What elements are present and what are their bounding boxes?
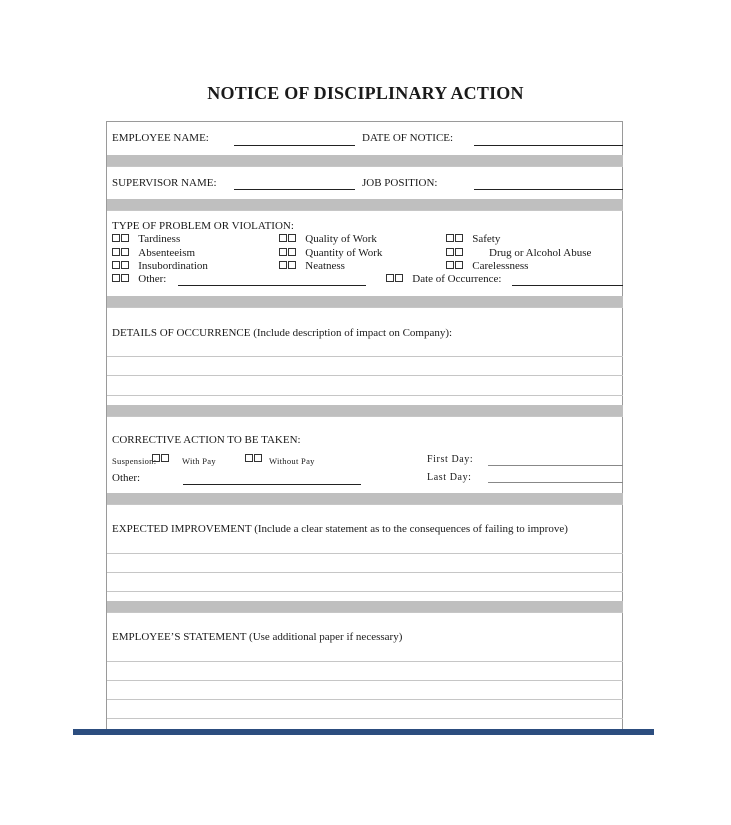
checkbox-icon [112, 248, 120, 256]
section-divider [107, 199, 623, 210]
checkbox-icon [446, 261, 454, 269]
section-divider [107, 493, 623, 504]
checkbox-without-pay[interactable] [245, 453, 263, 465]
section-divider [107, 601, 623, 612]
with-pay-label: With Pay [182, 456, 216, 466]
checkbox-insubordination[interactable] [112, 260, 208, 272]
writing-line[interactable] [107, 699, 623, 700]
checkbox-icon [279, 234, 287, 242]
checkbox-icon [395, 274, 403, 282]
checkbox-date-of-occurrence[interactable] [386, 273, 501, 285]
employee-name-label: EMPLOYEE NAME: [112, 132, 209, 144]
checkbox-quantity-of-work[interactable] [279, 247, 382, 259]
checkbox-tardiness[interactable] [112, 233, 180, 245]
writing-line[interactable] [107, 375, 623, 376]
footer-bar [73, 729, 654, 735]
checkbox-icon [279, 248, 287, 256]
date-of-notice-label: DATE OF NOTICE: [362, 132, 454, 144]
last-day-label: Last Day: [427, 472, 472, 483]
checkbox-icon [455, 248, 463, 256]
checkbox-icon [112, 261, 120, 269]
checkbox-icon [288, 248, 296, 256]
checkbox-icon [161, 454, 169, 462]
without-pay-label: Without Pay [269, 456, 315, 466]
last-day-field[interactable] [488, 482, 623, 483]
divider-line [107, 307, 623, 308]
corrective-other-field[interactable] [183, 484, 361, 485]
writing-line[interactable] [107, 680, 623, 681]
checkbox-safety[interactable] [446, 233, 500, 245]
option-label: Absenteeism [138, 247, 196, 259]
form-title: NOTICE OF DISCIPLINARY ACTION [207, 83, 524, 103]
writing-line[interactable] [107, 572, 623, 573]
first-day-field[interactable] [488, 465, 623, 466]
option-label: Tardiness [138, 233, 181, 245]
supervisor-name-label: SUPERVISOR NAME: [112, 177, 217, 189]
details-heading: DETAILS OF OCCURRENCE (Include description of impact on Company): [112, 327, 453, 339]
checkbox-neatness[interactable] [279, 260, 345, 272]
writing-line[interactable] [107, 395, 623, 396]
option-label: Carelessness [472, 260, 529, 272]
writing-line[interactable] [107, 356, 623, 357]
checkbox-icon [112, 234, 120, 242]
checkbox-quality-of-work[interactable] [279, 233, 377, 245]
statement-heading: EMPLOYEE’S STATEMENT (Use additional paper if necessary) [112, 631, 403, 643]
option-label: Date of Occurrence: [412, 273, 502, 285]
option-label: Neatness [305, 260, 345, 272]
checkbox-icon [455, 261, 463, 269]
divider-line [107, 166, 623, 167]
writing-line[interactable] [107, 661, 623, 662]
corrective-other-label: Other: [112, 472, 141, 484]
checkbox-with-pay[interactable] [152, 453, 170, 465]
suspension-label: Suspension: [112, 456, 157, 466]
divider-line [107, 210, 623, 211]
option-label: Safety [472, 233, 501, 245]
job-position-field[interactable] [474, 189, 623, 190]
writing-line[interactable] [107, 718, 623, 719]
divider-line [107, 612, 623, 613]
section-divider [107, 296, 623, 307]
checkbox-icon [455, 234, 463, 242]
option-label: Insubordination [138, 260, 208, 272]
divider-line [107, 416, 623, 417]
checkbox-icon [112, 274, 120, 282]
checkbox-carelessness[interactable] [446, 260, 528, 272]
checkbox-absenteeism[interactable] [112, 247, 195, 259]
divider-line [107, 504, 623, 505]
improvement-heading: EXPECTED IMPROVEMENT (Include a clear statement as to the consequences of failing to improve) [112, 523, 568, 535]
other-violation-field[interactable] [178, 285, 366, 286]
option-label: Quality of Work [305, 233, 377, 245]
checkbox-icon [288, 261, 296, 269]
writing-line[interactable] [107, 591, 623, 592]
checkbox-icon [245, 454, 253, 462]
checkbox-icon [288, 234, 296, 242]
checkbox-icon [446, 248, 454, 256]
option-label: Other: [138, 273, 167, 285]
supervisor-name-field[interactable] [234, 189, 355, 190]
checkbox-other[interactable] [112, 273, 166, 285]
checkbox-drug-alcohol[interactable] [446, 247, 464, 259]
checkbox-icon [121, 234, 129, 242]
first-day-label: First Day: [427, 454, 474, 465]
problem-heading: TYPE OF PROBLEM OR VIOLATION: [112, 220, 294, 232]
option-label: Drug or Alcohol Abuse [489, 247, 592, 259]
section-divider [107, 155, 623, 166]
job-position-label: JOB POSITION: [362, 177, 438, 189]
option-label: Quantity of Work [305, 247, 383, 259]
section-divider [107, 405, 623, 416]
date-of-notice-field[interactable] [474, 145, 623, 146]
date-of-occurrence-field[interactable] [512, 285, 623, 286]
checkbox-icon [254, 454, 262, 462]
checkbox-icon [152, 454, 160, 462]
checkbox-icon [279, 261, 287, 269]
employee-name-field[interactable] [234, 145, 355, 146]
checkbox-icon [121, 261, 129, 269]
checkbox-icon [121, 274, 129, 282]
checkbox-icon [446, 234, 454, 242]
checkbox-icon [386, 274, 394, 282]
corrective-heading: CORRECTIVE ACTION TO BE TAKEN: [112, 434, 301, 446]
writing-line[interactable] [107, 553, 623, 554]
checkbox-icon [121, 248, 129, 256]
